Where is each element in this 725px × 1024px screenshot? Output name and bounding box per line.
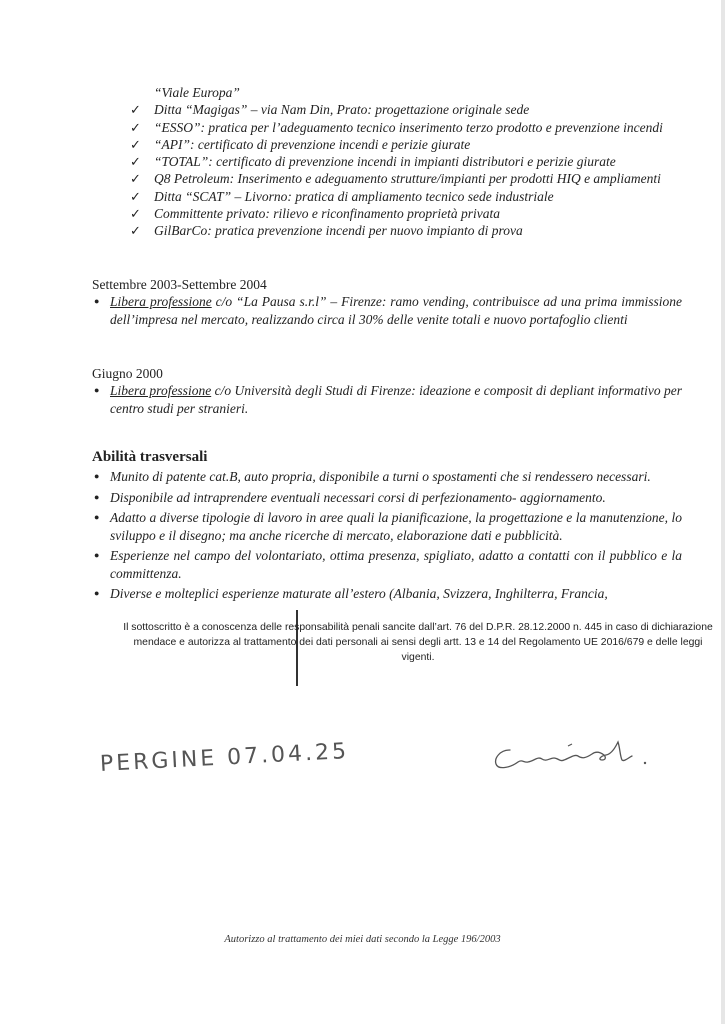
- project-item: ✓ Q8 Petroleum: Inserimento e adeguamento strutture/impianti per prodotti HIQ e ampliamenti: [130, 171, 661, 187]
- check-mark-icon: ✓: [130, 206, 141, 222]
- experience-entry: ● Libera professione c/o “La Pausa s.r.l” – Firenze: ramo vending, contribuisce ad una prima immissione dell’impresa nel mercato, realizzando circa il 30% delle venite totali e nuovo portafoglio clienti: [94, 294, 682, 327]
- experience-date: Settembre 2003-Settembre 2004: [92, 277, 267, 292]
- experience-entry: ● Libera professione c/o Università degli Studi di Firenze: ideazione e composit di depliant informativo per centro studi per stranieri.: [94, 383, 682, 416]
- skill-item: ● Esperienze nel campo del volontariato, ottima presenza, spigliato, adatto a contatti con il pubblico e la committenza.: [94, 548, 682, 581]
- project-list: [130, 84, 680, 240]
- project-item: ✓ Ditta “SCAT” – Livorno: pratica di ampliamento tecnico sede industriale: [130, 188, 554, 204]
- bullet-icon: ●: [94, 550, 100, 560]
- project-item: ✓ GilBarCo: pratica prevenzione incendi per nuovo impianto di prova: [130, 223, 523, 239]
- check-mark-icon: ✓: [130, 223, 141, 239]
- project-item: ✓ “API”: certificato di prevenzione incendi e perizie giurate: [130, 136, 471, 152]
- project-item: ✓ “TOTAL”: certificato di prevenzione incendi in impianti distributori e perizie giurate: [130, 154, 616, 170]
- bullet-icon: ●: [94, 385, 100, 395]
- skills-section: [92, 448, 682, 603]
- footer-authorization: Autorizzo al trattamento dei miei dati secondo la Legge 196/2003: [224, 934, 501, 945]
- signature: [488, 732, 668, 778]
- scan-edge: [721, 0, 725, 1024]
- project-item: “Viale Europa”: [154, 85, 240, 100]
- check-mark-icon: ✓: [130, 188, 141, 204]
- experience-role: Libera professione: [110, 383, 212, 398]
- experience-2000: [92, 365, 682, 417]
- check-mark-icon: ✓: [130, 102, 141, 118]
- experience-2003: [92, 276, 682, 328]
- check-mark-icon: ✓: [130, 119, 141, 135]
- experience-role: Libera professione: [110, 294, 212, 309]
- skill-item: ● Adatto a diverse tipologie di lavoro in aree quali la pianificazione, la progettazione e la manutenzione, lo sviluppo e il disegno; ma anche ricerche di mercato, elaborazione dati e pubblicità.: [94, 510, 682, 543]
- check-mark-icon: ✓: [130, 154, 141, 170]
- experience-date: Giugno 2000: [92, 366, 163, 381]
- project-item: ✓ “ESSO”: pratica per l’adeguamento tecnico inserimento terzo prodotto e prevenzione incendi: [130, 119, 663, 135]
- bullet-icon: ●: [94, 588, 100, 598]
- project-item: ✓ Ditta “Magigas” – via Nam Din, Prato: progettazione originale sede: [130, 102, 530, 118]
- check-mark-icon: ✓: [130, 136, 141, 152]
- skill-item: ● Diverse e molteplici esperienze maturate all’estero (Albania, Svizzera, Inghilterra, Francia,: [94, 586, 608, 601]
- bullet-icon: ●: [94, 491, 100, 502]
- project-item: ✓ Committente privato: rilievo e riconfinamento proprietà privata: [130, 206, 500, 222]
- privacy-notice: Il sottoscritto è a conoscenza delle responsabilità penali sancite dall’art. 76 del D.P.R. 28.12.2000 n. 445 in caso di dichiarazione mendace e autorizza al trattamento dei dati personali ai sensi degli artt. 13 e 14 del Regolamento UE 2016/679 e delle leggi vigenti.: [123, 622, 713, 663]
- handwritten-place-date: PERGINE 07.04.25: [99, 738, 350, 777]
- check-mark-icon: ✓: [130, 171, 141, 187]
- skills-heading: Abilità trasversali: [92, 449, 208, 465]
- skill-item: ● Munito di patente cat.B, auto propria, disponibile a turni o spostamenti che si rendessero necessari.: [94, 469, 651, 484]
- skill-item: ● Disponibile ad intraprendere eventuali necessari corsi di perfezionamento- aggiornamento.: [94, 489, 606, 505]
- bullet-icon: ●: [94, 471, 100, 481]
- bullet-icon: ●: [94, 512, 100, 522]
- bullet-icon: ●: [94, 296, 100, 306]
